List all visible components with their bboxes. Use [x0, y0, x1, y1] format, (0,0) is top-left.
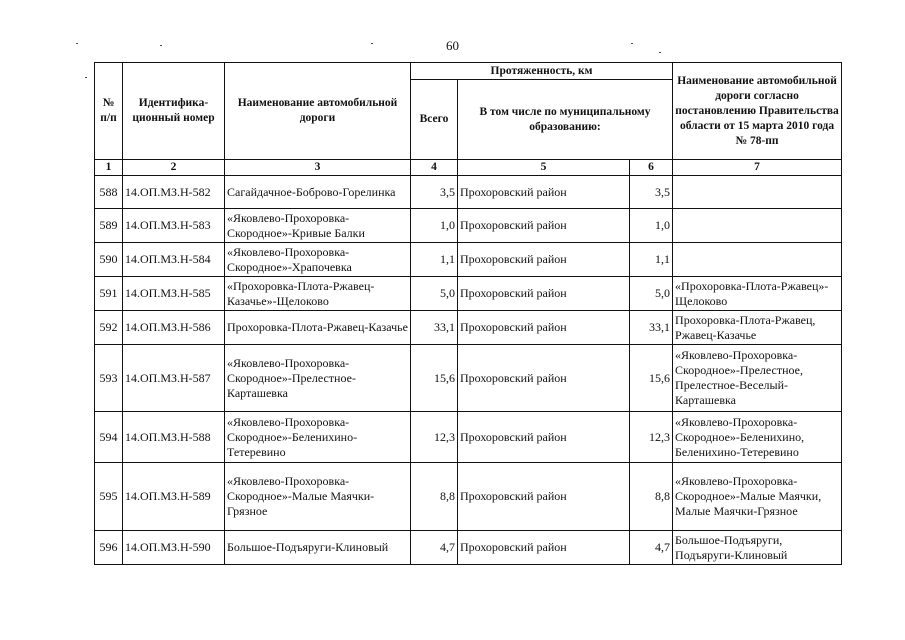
cell-id: 14.ОП.МЗ.Н-588: [123, 412, 225, 463]
column-number: 1: [95, 160, 123, 176]
scan-speck: [371, 43, 373, 44]
cell-id: 14.ОП.МЗ.Н-587: [123, 345, 225, 412]
cell-total: 4,7: [411, 531, 458, 565]
cell-district-km: 8,8: [630, 463, 673, 531]
cell-district-km: 15,6: [630, 345, 673, 412]
cell-no: 590: [95, 243, 123, 277]
scan-speck: [659, 52, 661, 53]
cell-id: 14.ОП.МЗ.Н-586: [123, 311, 225, 345]
table-row: [95, 412, 842, 463]
column-number: 2: [123, 160, 225, 176]
cell-district: Прохоровский район: [458, 531, 630, 565]
cell-name: Сагайдачное-Боброво-Горелинка: [225, 176, 411, 209]
cell-decree-name: [673, 176, 842, 209]
header-no: № п/п: [95, 63, 123, 160]
table-row: [95, 176, 842, 209]
table-row: [95, 531, 842, 565]
cell-district: Прохоровский район: [458, 243, 630, 277]
table-row: [95, 345, 842, 412]
cell-decree-name: [673, 209, 842, 243]
header-length-group: Протяженность, км: [411, 63, 673, 80]
table-row: [95, 463, 842, 531]
cell-no: 588: [95, 176, 123, 209]
cell-no: 589: [95, 209, 123, 243]
cell-district-km: 12,3: [630, 412, 673, 463]
cell-district-km: 1,1: [630, 243, 673, 277]
table-row: [95, 277, 842, 311]
cell-total: 8,8: [411, 463, 458, 531]
cell-district: Прохоровский район: [458, 463, 630, 531]
cell-district: Прохоровский район: [458, 209, 630, 243]
cell-no: 595: [95, 463, 123, 531]
cell-decree-name: «Яковлево-Прохоровка-Скородное»-Беленихино, Беленихино-Тетеревино: [673, 412, 842, 463]
column-number: 7: [673, 160, 842, 176]
cell-decree-name: Прохоровка-Плота-Ржавец, Ржавец-Казачье: [673, 311, 842, 345]
column-number: 5: [458, 160, 630, 176]
cell-decree-name: «Прохоровка-Плота-Ржавец»-Щелоково: [673, 277, 842, 311]
table-row: [95, 209, 842, 243]
cell-district: Прохоровский район: [458, 345, 630, 412]
cell-name: «Яковлево-Прохоровка-Скородное»-Прелестное-Карташевка: [225, 345, 411, 412]
column-number: 3: [225, 160, 411, 176]
cell-no: 592: [95, 311, 123, 345]
cell-total: 12,3: [411, 412, 458, 463]
scan-speck: [160, 45, 162, 46]
header-id: Идентифика-ционный номер: [123, 63, 225, 160]
scan-speck: [76, 43, 78, 44]
cell-total: 33,1: [411, 311, 458, 345]
cell-id: 14.ОП.МЗ.Н-582: [123, 176, 225, 209]
cell-decree-name: «Яковлево-Прохоровка-Скородное»-Прелестное, Прелестное-Веселый-Карташевка: [673, 345, 842, 412]
header-name: Наименование автомобильной дороги: [225, 63, 411, 160]
cell-total: 3,5: [411, 176, 458, 209]
cell-total: 5,0: [411, 277, 458, 311]
cell-decree-name: [673, 243, 842, 277]
cell-district-km: 3,5: [630, 176, 673, 209]
header-including: В том числе по муниципальному образованию:: [458, 80, 673, 160]
cell-name: Большое-Подъяруги-Клиновый: [225, 531, 411, 565]
cell-district: Прохоровский район: [458, 311, 630, 345]
table-row: [95, 243, 842, 277]
column-number: 6: [630, 160, 673, 176]
cell-id: 14.ОП.МЗ.Н-584: [123, 243, 225, 277]
cell-total: 1,1: [411, 243, 458, 277]
header-decree: Наименование автомобильной дороги согласно постановлению Правительства области от 15 марта 2010 года № 78-пп: [673, 63, 842, 160]
column-number: 4: [411, 160, 458, 176]
cell-name: «Яковлево-Прохоровка-Скородное»-Малые Маячки-Грязное: [225, 463, 411, 531]
cell-total: 1,0: [411, 209, 458, 243]
cell-name: «Яковлево-Прохоровка-Скородное»-Беленихино-Тетеревино: [225, 412, 411, 463]
page-number: 60: [446, 38, 459, 53]
cell-district-km: 33,1: [630, 311, 673, 345]
cell-decree-name: Большое-Подъяруги, Подъяруги-Клиновый: [673, 531, 842, 565]
cell-no: 594: [95, 412, 123, 463]
scan-speck: [85, 77, 87, 78]
cell-name: Прохоровка-Плота-Ржавец-Казачье: [225, 311, 411, 345]
cell-no: 596: [95, 531, 123, 565]
table-row: [95, 311, 842, 345]
cell-district: Прохоровский район: [458, 176, 630, 209]
cell-name: «Яковлево-Прохоровка-Скородное»-Кривые Балки: [225, 209, 411, 243]
cell-district-km: 5,0: [630, 277, 673, 311]
cell-decree-name: «Яковлево-Прохоровка-Скородное»-Малые Маячки, Малые Маячки-Грязное: [673, 463, 842, 531]
header-total: Всего: [411, 80, 458, 160]
cell-district: Прохоровский район: [458, 412, 630, 463]
cell-id: 14.ОП.МЗ.Н-590: [123, 531, 225, 565]
cell-id: 14.ОП.МЗ.Н-589: [123, 463, 225, 531]
cell-no: 593: [95, 345, 123, 412]
cell-id: 14.ОП.МЗ.Н-585: [123, 277, 225, 311]
cell-id: 14.ОП.МЗ.Н-583: [123, 209, 225, 243]
column-numbers-row: [95, 160, 842, 176]
cell-no: 591: [95, 277, 123, 311]
cell-district: Прохоровский район: [458, 277, 630, 311]
cell-district-km: 4,7: [630, 531, 673, 565]
scan-speck: [631, 43, 633, 44]
roads-table: [94, 62, 842, 565]
cell-district-km: 1,0: [630, 209, 673, 243]
cell-name: «Яковлево-Прохоровка-Скородное»-Храпочевка: [225, 243, 411, 277]
cell-total: 15,6: [411, 345, 458, 412]
cell-name: «Прохоровка-Плота-Ржавец-Казачье»-Щелоково: [225, 277, 411, 311]
